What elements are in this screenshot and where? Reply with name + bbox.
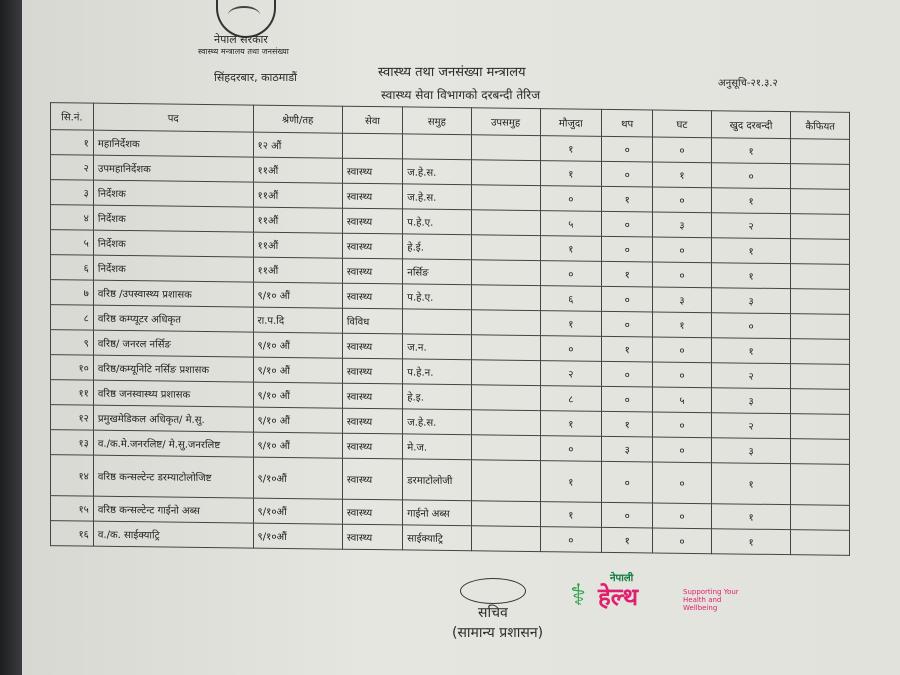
- table-cell: [791, 364, 850, 390]
- table-cell: [471, 235, 540, 261]
- table-cell: [791, 530, 850, 556]
- table-cell: स्वास्थ्य: [342, 183, 402, 209]
- column-header: श्रेणी/तह: [253, 105, 342, 133]
- table-cell: स्वास्थ्य: [342, 433, 402, 459]
- table-cell: १५: [51, 496, 94, 522]
- table-cell: वरिष्ठ कम्प्यूटर अधिकृत: [93, 305, 253, 332]
- column-header: पद: [93, 103, 253, 132]
- column-header: कैफियत: [791, 112, 850, 140]
- table-cell: ०: [653, 262, 711, 288]
- table-cell: १: [711, 463, 791, 505]
- table-cell: ०: [653, 503, 711, 529]
- column-header: खुद दरबन्दी: [711, 111, 791, 139]
- stethoscope-icon: ⚕: [570, 578, 587, 613]
- column-header: समुह: [403, 107, 471, 135]
- table-cell: ११औं: [253, 207, 342, 233]
- table-cell: ०: [653, 412, 711, 438]
- table-cell: स्वास्थ्य: [342, 258, 402, 284]
- table-cell: [471, 135, 540, 161]
- table-cell: [471, 285, 540, 311]
- table-cell: [471, 410, 540, 436]
- table-cell: नर्सिङ: [403, 259, 471, 285]
- table-cell: ९/१० औं: [253, 432, 342, 458]
- table-cell: ११औं: [253, 257, 342, 283]
- table-cell: [791, 339, 850, 365]
- column-header: सि.नं.: [51, 103, 94, 131]
- table-cell: स्वास्थ्य: [342, 208, 402, 234]
- table-cell: १: [602, 261, 653, 287]
- table-cell: ०: [602, 461, 653, 503]
- table-cell: निर्देशक: [93, 180, 253, 207]
- table-cell: ०: [602, 361, 653, 387]
- watermark-main: हेल्थ: [598, 583, 639, 611]
- gov-dept-stamp: स्वास्थ्य मन्त्रालय तथा जनसंख्या: [198, 47, 289, 56]
- table-cell: १: [711, 188, 791, 214]
- table-cell: वरिष्ठ /उपस्वास्थ्य प्रशासक: [93, 280, 253, 307]
- table-cell: ३: [653, 287, 711, 313]
- table-cell: उपमहानिर्देशक: [93, 155, 253, 182]
- table-cell: स्वास्थ्य: [342, 358, 402, 384]
- table-body: [51, 130, 850, 556]
- table-cell: [791, 264, 850, 290]
- watermark-tagline-1: Supporting Your: [683, 588, 739, 596]
- table-cell: [791, 189, 850, 215]
- table-cell: प.हे.न.: [403, 359, 471, 385]
- table-cell: ०: [540, 527, 602, 553]
- table-cell: १: [602, 411, 653, 437]
- table-cell: ९/१० औं: [253, 332, 342, 358]
- table-cell: [471, 310, 540, 336]
- table-cell: ०: [602, 502, 653, 528]
- table-cell: ३: [711, 388, 791, 414]
- table-cell: ४: [51, 205, 94, 231]
- secretary-office: (सामान्य प्रशासन): [452, 625, 544, 641]
- table-cell: १६: [51, 521, 94, 547]
- table-cell: २: [711, 363, 791, 389]
- table-cell: ६: [540, 286, 602, 312]
- table-cell: ९/१० औं: [253, 382, 342, 408]
- table-cell: [791, 239, 850, 265]
- table-cell: स्वास्थ्य: [342, 158, 402, 184]
- table-cell: ०: [711, 313, 791, 339]
- table-cell: १२ औं: [253, 132, 342, 158]
- table-cell: १: [711, 138, 791, 164]
- column-header: थप: [602, 109, 653, 137]
- table-cell: १: [540, 461, 602, 503]
- table-cell: ९/१०औं: [253, 498, 342, 524]
- table-cell: ५: [653, 387, 711, 413]
- table-cell: ०: [540, 261, 602, 287]
- table-cell: निर्देशक: [93, 255, 253, 282]
- gov-name: नेपाल सरकार: [214, 33, 268, 46]
- table-cell: ९: [51, 330, 94, 356]
- watermark-top: नेपाली: [610, 573, 634, 584]
- table-cell: ०: [602, 286, 653, 312]
- table-cell: ३: [711, 288, 791, 314]
- table-cell: वरिष्ठ/ जनरल नर्सिङ: [93, 330, 253, 357]
- table-cell: वरिष्ठ कन्सल्टेन्ट डरम्याटोलोजिष्ट: [93, 455, 253, 498]
- table-cell: १: [540, 502, 602, 528]
- table-cell: ३: [653, 212, 711, 238]
- column-header: उपसमुह: [471, 108, 540, 136]
- table-cell: [471, 460, 540, 502]
- table-cell: ०: [653, 462, 711, 504]
- table-cell: वरिष्ठ कन्सल्टेन्ट गाईनो अब्स: [93, 496, 253, 523]
- table-cell: ०: [653, 137, 711, 163]
- table-cell: स्वास्थ्य: [342, 283, 402, 309]
- table-cell: स्वास्थ्य: [342, 499, 402, 525]
- table-cell: ८: [51, 305, 94, 331]
- table-cell: ३: [711, 438, 791, 464]
- table-cell: १२: [51, 405, 94, 431]
- table-cell: ०: [540, 186, 602, 212]
- table-cell: स्वास्थ्य: [342, 458, 402, 500]
- table-cell: ०: [653, 437, 711, 463]
- table-cell: [791, 289, 850, 315]
- table-cell: ११औं: [253, 232, 342, 258]
- table-cell: ९/१०औं: [253, 523, 342, 549]
- watermark-tagline: [683, 588, 750, 612]
- table-cell: १: [711, 238, 791, 264]
- table-cell: [471, 501, 540, 527]
- table-cell: डरमाटोलोजी: [403, 459, 471, 501]
- table-cell: ०: [602, 161, 653, 187]
- table-cell: व./क.मे.जनरलिष्ट/ मे.सु.जनरलिष्ट: [93, 430, 253, 457]
- position-table: [50, 102, 850, 556]
- table-cell: १: [602, 527, 653, 553]
- table-cell: विविध: [342, 308, 402, 334]
- table-cell: ०: [602, 136, 653, 162]
- table-cell: ०: [653, 237, 711, 263]
- table-cell: [791, 314, 850, 340]
- table-cell: ०: [602, 236, 653, 262]
- table-cell: [791, 439, 850, 465]
- table-cell: १: [540, 236, 602, 262]
- table-cell: १: [711, 263, 791, 289]
- table-cell: ३: [51, 180, 94, 206]
- table-cell: ५: [540, 211, 602, 237]
- table-cell: ०: [653, 187, 711, 213]
- table-cell: ०: [653, 528, 711, 554]
- page-subtitle: स्वास्थ्य सेवा विभागको दरबन्दी तेरिज: [381, 88, 541, 102]
- table-cell: [471, 360, 540, 386]
- table-cell: स्वास्थ्य: [342, 333, 402, 359]
- table-cell: २: [711, 413, 791, 439]
- table-cell: ०: [653, 337, 711, 363]
- table-cell: १३: [51, 430, 94, 456]
- table-cell: निर्देशक: [93, 230, 253, 257]
- table-cell: १: [540, 311, 602, 337]
- table-cell: १: [602, 186, 653, 212]
- table-cell: ६: [51, 255, 94, 281]
- table-cell: [471, 385, 540, 411]
- signature: [460, 578, 526, 604]
- table-cell: [791, 505, 850, 531]
- column-header: घट: [653, 110, 711, 138]
- table-cell: स्वास्थ्य: [342, 408, 402, 434]
- table-cell: १: [540, 161, 602, 187]
- table-cell: १: [711, 529, 791, 555]
- table-cell: रा.प.दि: [253, 307, 342, 333]
- watermark-tagline-2: Health and Wellbeing: [683, 596, 722, 612]
- table-cell: [791, 414, 850, 440]
- table-cell: [791, 164, 850, 190]
- table-cell: प.हे.ए.: [403, 284, 471, 310]
- secretary-title: सचिव: [478, 605, 508, 621]
- table-cell: २: [51, 155, 94, 181]
- table-cell: [403, 134, 471, 160]
- table-cell: १: [540, 411, 602, 437]
- table-cell: १०: [51, 355, 94, 381]
- table-cell: [791, 139, 850, 165]
- table-cell: स्वास्थ्य: [342, 233, 402, 259]
- table-cell: १: [653, 312, 711, 338]
- table-cell: [471, 185, 540, 211]
- table-cell: ज.हे.स.: [403, 184, 471, 210]
- table-cell: १: [602, 336, 653, 362]
- table-cell: ७: [51, 280, 94, 306]
- table-cell: १: [711, 504, 791, 530]
- annex-label: अनुसूचि-२१.३.२: [718, 78, 778, 89]
- table-cell: ३: [602, 436, 653, 462]
- table-cell: मे.ज.: [403, 434, 471, 460]
- page-title: स्वास्थ्य तथा जनसंख्या मन्त्रालय: [378, 65, 526, 80]
- table-cell: प्रमुखमेडिकल अधिकृत/ मे.सु.: [93, 405, 253, 432]
- table-cell: १: [51, 130, 94, 156]
- table-cell: ५: [51, 230, 94, 256]
- table-cell: २: [711, 213, 791, 239]
- table-cell: ९/१०औं: [253, 457, 342, 499]
- table-cell: ०: [602, 386, 653, 412]
- table-cell: ९/१० औं: [253, 282, 342, 308]
- table-cell: ०: [602, 211, 653, 237]
- page-edge-shadow: [0, 0, 22, 675]
- table-cell: ०: [653, 362, 711, 388]
- table-cell: प.हे.ए.: [403, 209, 471, 235]
- table-cell: १४: [51, 455, 94, 497]
- column-header: सेवा: [342, 106, 402, 134]
- table-cell: ११: [51, 380, 94, 406]
- table-cell: गाईनो अब्स: [403, 500, 471, 526]
- table-cell: [471, 160, 540, 186]
- watermark-logo: [570, 572, 750, 612]
- table-cell: ०: [540, 436, 602, 462]
- table-cell: व./क. साईक्याट्रि: [93, 521, 253, 548]
- table-cell: निर्देशक: [93, 205, 253, 232]
- table-cell: [471, 526, 540, 552]
- table-cell: ज.न.: [403, 334, 471, 360]
- table-cell: [471, 335, 540, 361]
- table-cell: ११औं: [253, 182, 342, 208]
- table-cell: [342, 133, 402, 159]
- table-cell: ज.हे.स.: [403, 409, 471, 435]
- table-cell: [471, 260, 540, 286]
- table-cell: २: [540, 361, 602, 387]
- table-cell: साईक्याट्रि: [403, 525, 471, 551]
- table-cell: १: [653, 162, 711, 188]
- table-cell: ८: [540, 386, 602, 412]
- table-cell: १: [711, 338, 791, 364]
- column-header: मौजुदा: [540, 109, 602, 137]
- table-cell: [791, 214, 850, 240]
- table-cell: हे.ई.: [403, 234, 471, 260]
- table-cell: ०: [602, 311, 653, 337]
- table-cell: १: [540, 136, 602, 162]
- table-cell: ११औं: [253, 157, 342, 183]
- table-cell: [403, 309, 471, 335]
- table-cell: [791, 464, 850, 506]
- table-cell: ९/१० औं: [253, 357, 342, 383]
- gov-location: सिंहदरबार, काठमाडौं: [214, 71, 297, 84]
- table-cell: वरिष्ठ जनस्वास्थ्य प्रशासक: [93, 380, 253, 407]
- table-cell: ज.हे.स.: [403, 159, 471, 185]
- table-cell: स्वास्थ्य: [342, 524, 402, 550]
- table-cell: महानिर्देशक: [93, 130, 253, 157]
- table-cell: ९/१० औं: [253, 407, 342, 433]
- table-cell: [791, 389, 850, 415]
- table-cell: वरिष्ठ/कम्यूनिटि नर्सिङ प्रशासक: [93, 355, 253, 382]
- table-cell: हे.इ.: [403, 384, 471, 410]
- table-cell: [471, 435, 540, 461]
- table-cell: स्वास्थ्य: [342, 383, 402, 409]
- table-cell: [471, 210, 540, 236]
- table-cell: ०: [540, 336, 602, 362]
- table-cell: ०: [711, 163, 791, 189]
